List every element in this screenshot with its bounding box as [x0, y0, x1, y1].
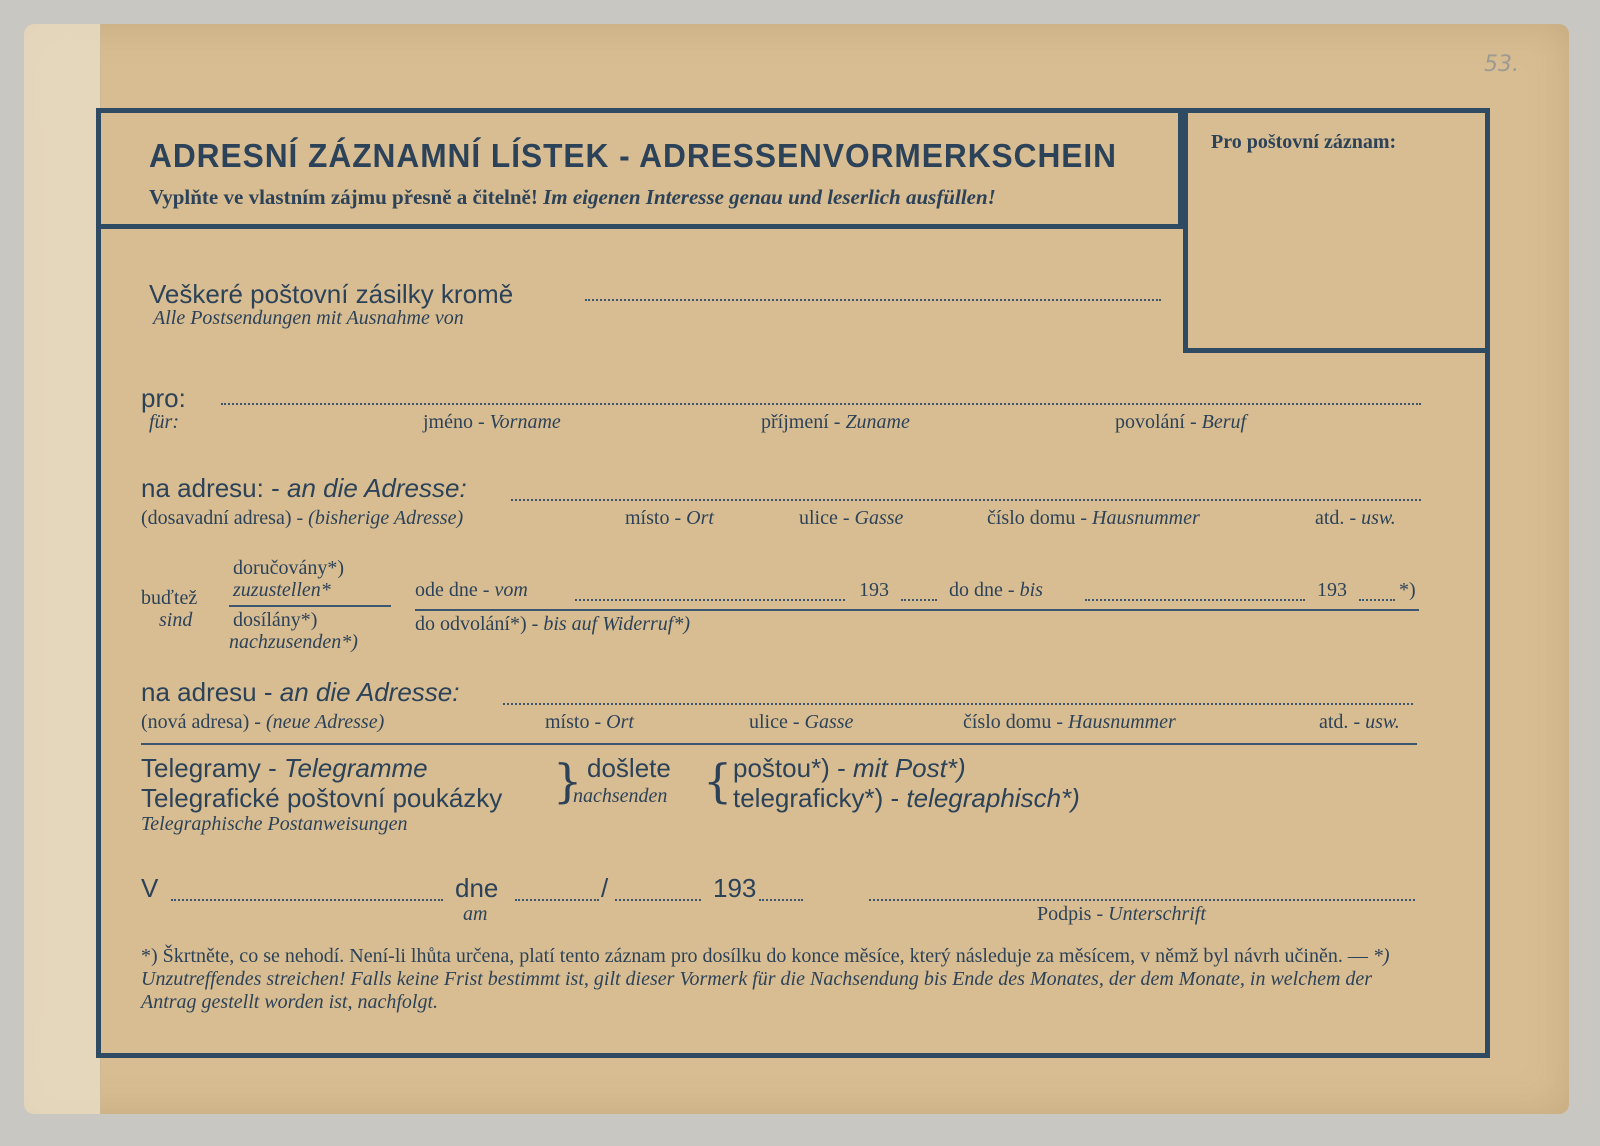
firstname-caption: jméno - Vorname: [423, 411, 561, 433]
until-revoked[interactable]: do odvolání*) - bis auf Widerruf*): [415, 613, 690, 635]
signature-field[interactable]: [869, 899, 1415, 901]
sind-label: sind: [159, 609, 193, 631]
brace-left: }: [553, 754, 583, 808]
form-frame: [96, 108, 1490, 1058]
to-date-label: do dne - bis: [949, 579, 1043, 601]
new-address-label: na adresu - an die Adresse:: [141, 677, 460, 707]
for-label-de: für:: [149, 411, 179, 433]
to-date-field[interactable]: [1085, 599, 1305, 601]
old-etc-caption: atd. - usw.: [1315, 507, 1396, 529]
pencil-mark: 53.: [1484, 52, 1519, 77]
to-year: 193: [1317, 579, 1347, 601]
name-field[interactable]: [221, 403, 1421, 405]
option-forward-cz[interactable]: dosílány*): [233, 609, 318, 631]
old-address-label: na adresu: - an die Adresse:: [141, 473, 467, 503]
new-street-caption: ulice - Gasse: [749, 711, 854, 733]
new-place-caption: místo - Ort: [545, 711, 634, 733]
budtez-label: buďtež: [141, 587, 198, 609]
by-telegraph-option[interactable]: telegraficky*) - telegraphisch*): [733, 783, 1080, 813]
money-orders-label: Telegrafické poštovní poukázky: [141, 783, 503, 813]
for-label: pro:: [141, 383, 186, 413]
footnote-star: *): [1399, 579, 1416, 601]
section-divider: [141, 743, 1417, 745]
option-deliver-cz[interactable]: doručovány*): [233, 557, 345, 579]
new-address-field[interactable]: [503, 703, 1413, 705]
postal-record-box: [1183, 113, 1485, 353]
sign-year-field[interactable]: [759, 899, 803, 901]
old-place-caption: místo - Ort: [625, 507, 714, 529]
new-etc-caption: atd. - usw.: [1319, 711, 1400, 733]
to-year-field[interactable]: [1359, 599, 1395, 601]
old-street-caption: ulice - Gasse: [799, 507, 904, 529]
old-address-caption: (dosavadní adresa) - (bisherige Adresse): [141, 507, 464, 529]
address-card: [24, 24, 1569, 1114]
brace-right: {: [703, 754, 733, 808]
month-field[interactable]: [615, 899, 701, 901]
send-label: došlete: [587, 753, 671, 783]
from-date-field[interactable]: [575, 599, 845, 601]
option-divider: [229, 605, 391, 607]
form-subtitle: Vyplňte ve vlastním zájmu přesně a čitelně! Im eigenen Interesse genau und leserlich ausfüllen!: [149, 185, 996, 209]
date-label: dne: [455, 873, 499, 903]
date-label-de: am: [463, 903, 488, 925]
old-address-field[interactable]: [511, 499, 1421, 501]
telegrams-label: Telegramy - Telegramme: [141, 753, 428, 783]
signature-caption: Podpis - Unterschrift: [1037, 903, 1206, 925]
surname-caption: příjmení - Zuname: [761, 411, 910, 433]
option-deliver-de[interactable]: zuzustellen*: [233, 579, 331, 601]
by-post-option[interactable]: poštou*) - mit Post*): [733, 753, 966, 783]
place-label: V: [141, 873, 159, 903]
postal-record-label: Pro poštovní záznam:: [1211, 131, 1397, 153]
place-field[interactable]: [171, 899, 443, 901]
from-date-label: ode dne - vom: [415, 579, 528, 601]
footnote: *) Škrtněte, co se nehodí. Není-li lhůta určena, platí tento záznam pro dosílku do konce měsíce, který následuje za měsícem, v němž byl návrh učiněn. — *) Unzutreffendes streichen! Falls keine Frist bestimmt ist, gilt dieser Vormerk für die Nachsendung bis Ende des Monates, der dem Monate, in welchem der Antrag gestellt worden ist, nachfolgt.: [141, 945, 1390, 1013]
occupation-caption: povolání - Beruf: [1115, 411, 1247, 433]
paper-tape: [24, 24, 101, 1114]
option-forward-de[interactable]: nachzusenden*): [229, 631, 358, 653]
date-divider: [415, 609, 1419, 611]
form-header: [101, 113, 1183, 229]
money-orders-label-de: Telegraphische Postanweisungen: [141, 813, 408, 835]
new-address-caption: (nová adresa) - (neue Adresse): [141, 711, 385, 733]
except-label: Veškeré poštovní zásilky kromě: [149, 279, 514, 309]
except-field[interactable]: [585, 299, 1161, 301]
from-year: 193: [859, 579, 889, 601]
date-slash: /: [601, 873, 609, 903]
old-housenumber-caption: číslo domu - Hausnummer: [987, 507, 1200, 529]
sign-year: 193: [713, 873, 757, 903]
from-year-field[interactable]: [901, 599, 937, 601]
except-label-de: Alle Postsendungen mit Ausnahme von: [153, 307, 464, 329]
new-housenumber-caption: číslo domu - Hausnummer: [963, 711, 1176, 733]
send-label-de: nachsenden: [573, 785, 668, 807]
form-title: ADRESNÍ ZÁZNAMNÍ LÍSTEK - ADRESSENVORMERKSCHEIN: [149, 137, 1117, 174]
day-field[interactable]: [515, 899, 599, 901]
